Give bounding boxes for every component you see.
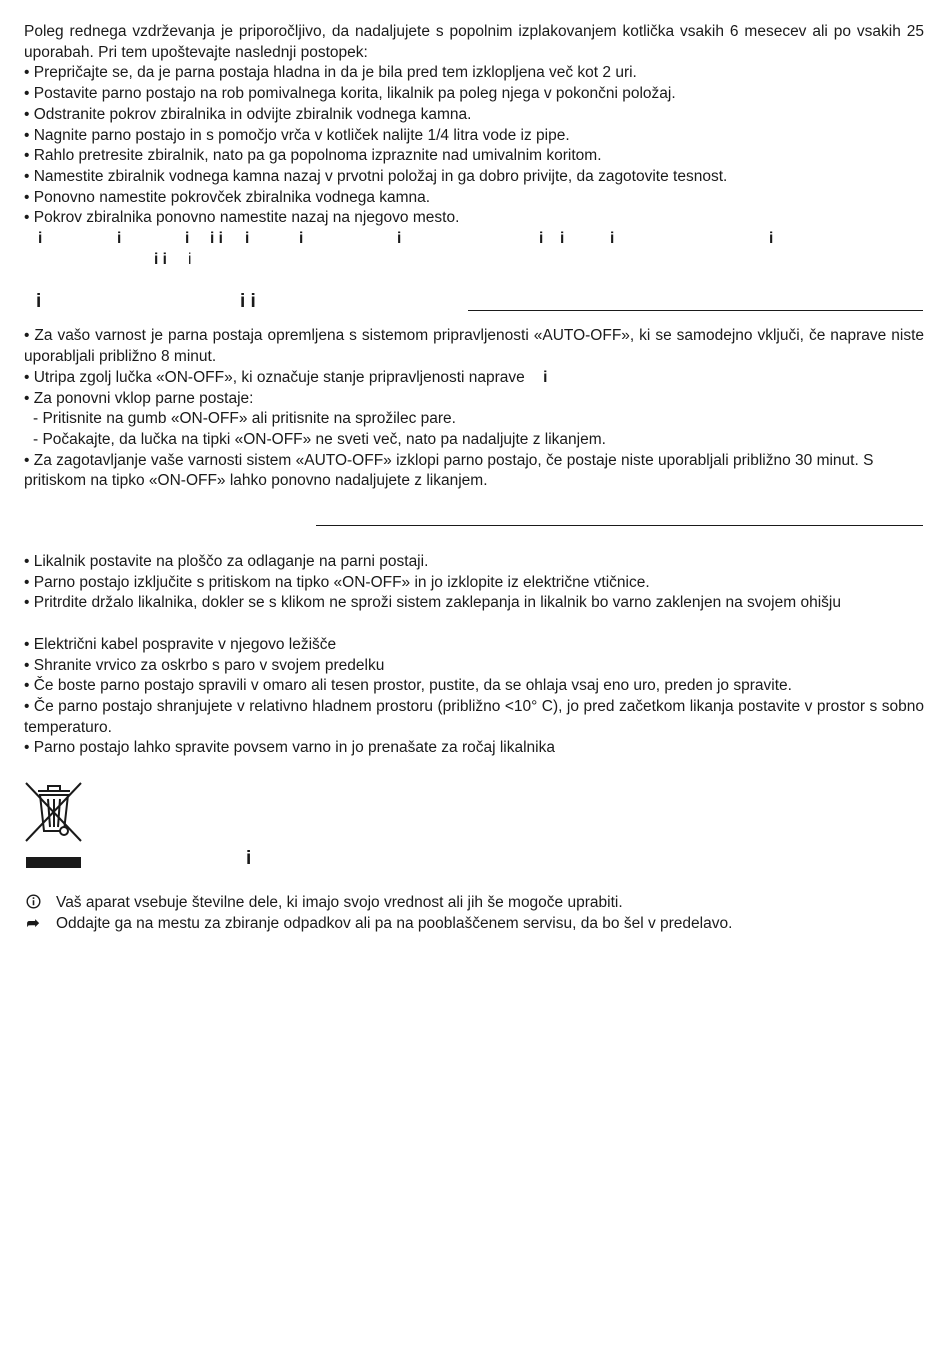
intro-step: • Nagnite parno postajo in s pomočjo vrča v kotliček nalijte 1/4 litra vode iz pipe.	[24, 126, 570, 144]
text-fragment: i	[117, 230, 122, 248]
heading-fragment: i i	[240, 291, 256, 313]
intro-lead: Poleg rednega vzdrževanja je priporočljivo, da nadaljujete s popolnim izplakovanjem kotlička vsakih 6 mesecev ali po vsakih 25 uporabah. Pri tem upoštevajte naslednji postopek:	[24, 23, 924, 61]
intro-step: • Prepričajte se, da je parna postaja hladna in da je bila pred tem izklopljena več kot 2 uri.	[24, 64, 637, 82]
section-rule	[316, 525, 923, 526]
storage-item: • Če parno postajo shranjujete v relativno hladnem prostoru (približno <10° C), jo pred začetkom likanja postavite v prostor s sobno temperaturo.	[24, 697, 924, 736]
note-text: Vaš aparat vsebuje številne dele, ki imajo svojo vrednost ali jih še mogoče uprabiti.	[56, 894, 623, 912]
section-heading-storage	[24, 492, 924, 544]
text-fragment: i	[397, 230, 402, 248]
arrow-right-icon: ➦	[26, 914, 40, 932]
info-note	[24, 893, 924, 914]
text-fragment: i	[38, 230, 43, 248]
document-page	[24, 22, 924, 934]
text-fragment: i	[610, 230, 615, 248]
auto-off-item: • Za ponovni vklop parne postaje:	[24, 389, 254, 407]
storage-item: • Likalnik postavite na ploščo za odlaganje na parni postaji.	[24, 553, 429, 571]
weee-bar	[26, 857, 81, 868]
text-fragment: i	[539, 230, 544, 248]
intro-step: • Ponovno namestite pokrovček zbiralnika vodnega kamna.	[24, 188, 431, 206]
text-fragment: i	[245, 230, 250, 248]
text-fragment: i i	[154, 250, 167, 268]
text-fragment: i	[560, 230, 565, 248]
intro-step: • Rahlo pretresite zbiralnik, nato pa ga popolnoma izpraznite nad umivalnim koritom.	[24, 147, 602, 165]
storage-item: • Električni kabel pospravite v njegovo ležišče	[24, 635, 337, 653]
storage-item: • Parno postajo izključite s pritiskom na tipko «ON-OFF» in jo izklopite iz električne vtičnice.	[24, 573, 650, 591]
intro-step: • Namestite zbiralnik vodnega kamna nazaj v prvotni položaj in ga dobro privijte, da zagotovite tesnost.	[24, 167, 728, 185]
crossed-bin-icon	[24, 781, 84, 845]
text-fragment: i	[185, 230, 190, 248]
intro-step: • Postavite parno postajo na rob pomivalnega korita, likalnik pa poleg njega v pokončni položaj.	[24, 85, 676, 103]
auto-off-subitem: - Pritisnite na gumb «ON-OFF» ali pritisnite na sprožilec pare.	[33, 410, 456, 428]
section-heading-auto-off	[24, 286, 924, 320]
section-rule	[468, 310, 923, 311]
fragment-line	[24, 229, 924, 250]
note-text: Oddajte ga na mestu za zbiranje odpadkov ali pa na pooblaščenem servisu, da bo šel v predelavo.	[56, 914, 733, 932]
storage-item: • Parno postajo lahko spravite povsem varno in jo prenašate za ročaj likalnika	[24, 739, 555, 757]
ready-marker: i	[543, 368, 548, 386]
text-fragment: i i	[210, 230, 223, 248]
auto-off-subitem: - Počakajte, da lučka na tipki «ON-OFF» ne sveti več, nato pa nadaljujte z likanjem.	[33, 430, 606, 448]
info-icon	[24, 893, 42, 914]
intro-step: • Odstranite pokrov zbiralnika in odvijte zbiralnik vodnega kamna.	[24, 105, 472, 123]
heading-fragment: i	[246, 848, 252, 870]
fragment-line	[24, 250, 924, 271]
heading-fragment: i	[36, 291, 42, 313]
environment-block	[24, 781, 924, 911]
text-fragment: i	[188, 250, 192, 268]
text-fragment: i	[299, 230, 304, 248]
storage-item: • Pritrdite držalo likalnika, dokler se s klikom ne sproži sistem zaklepanja in likalnik bo varno zaklenjen na svojem ohišju	[24, 594, 841, 612]
auto-off-item: • Za vašo varnost je parna postaja opremljena s sistemom pripravljenosti «AUTO-OFF», ki se samodejno vključi, če naprave niste uporabljali približno 8 minut.	[24, 327, 924, 366]
storage-item: • Shranite vrvico za oskrbo s paro v svojem predelku	[24, 656, 385, 674]
auto-off-item: • Za zagotavljanje vaše varnosti sistem «AUTO-OFF» izklopi parno postajo, če postaje niste uporabljali približno 30 minut. S pritiskom na tipko «ON-OFF» lahko ponovno nadaljujete z likanjem.	[24, 451, 874, 490]
action-note	[24, 914, 924, 935]
intro-step: • Pokrov zbiralnika ponovno namestite nazaj na njegovo mesto.	[24, 209, 460, 227]
text-fragment: i	[769, 230, 774, 248]
auto-off-item: • Utripa zgolj lučka «ON-OFF», ki označuje stanje pripravljenosti naprave i	[24, 368, 548, 386]
storage-item: • Če boste parno postajo spravili v omaro ali tesen prostor, pustite, da se ohlaja vsaj eno uro, preden jo spravite.	[24, 677, 792, 695]
